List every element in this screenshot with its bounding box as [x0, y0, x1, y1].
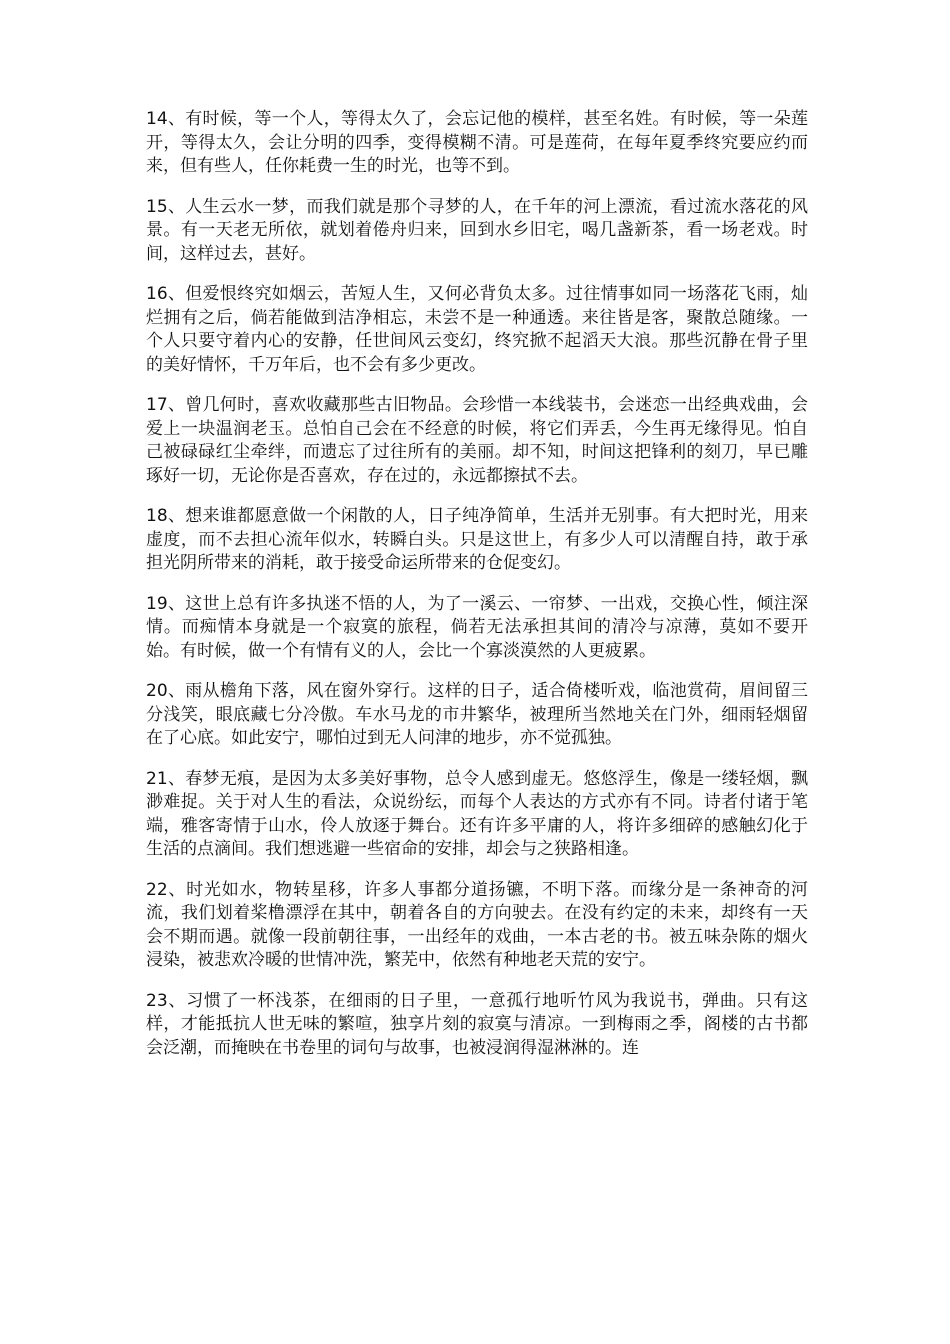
paragraph-text: 、曾几何时，喜欢收藏那些古旧物品。会珍惜一本线装书，会迷恋一出经典戏曲，会爱上一块温润老玉。总怕自己会在不经意的时候，将它们弄丢，今生再无缘得见。怕自己被碌碌红尘牵绊，而遗忘了过往所有的美丽。却不知，时间这把锋利的刻刀，早已雕琢好一切，无论你是否喜欢，存在过的，永远都擦拭不去。 [146, 395, 808, 486]
paragraph-text: 、但爱恨终究如烟云，苦短人生，又何必背负太多。过往情事如同一场落花飞雨，灿烂拥有之后，倘若能做到洁净相忘，未尝不是一种通透。来往皆是客，聚散总随缘。一个人只要守着内心的安静，任世间风云变幻，终究掀不起滔天大浪。那些沉静在骨子里的美好情怀，千万年后，也不会有多少更改。 [146, 284, 808, 375]
quote-paragraph-16 [146, 283, 808, 377]
quote-paragraph-17 [146, 394, 808, 488]
paragraph-number: 22 [146, 879, 168, 900]
paragraph-text: 、想来谁都愿意做一个闲散的人，日子纯净简单，生活并无别事。有大把时光，用来虚度，而不去担心流年似水，转瞬白头。只是这世上，有多少人可以清醒自持，敢于承担光阴所带来的消耗，敢于接受命运所带来的仓促变幻。 [146, 506, 808, 573]
paragraph-text: 、习惯了一杯浅茶，在细雨的日子里，一意孤行地听竹风为我说书，弹曲。只有这样，才能抵抗人世无味的繁喧，独享片刻的寂寞与清凉。一到梅雨之季，阁楼的古书都会泛潮，而掩映在书卷里的词句与故事，也被浸润得湿淋淋的。连 [146, 990, 808, 1058]
quote-paragraph-23 [146, 990, 808, 1061]
paragraph-number: 19 [146, 593, 168, 614]
quote-paragraph-22 [146, 879, 808, 973]
paragraph-number: 23 [146, 990, 168, 1011]
paragraph-text: 、雨从檐角下落，风在窗外穿行。这样的日子，适合倚楼听戏，临池赏荷，眉间留三分浅笑，眼底藏七分冷傲。车水马龙的市井繁华，被理所当然地关在门外，细雨轻烟留在了心底。如此安宁，哪怕过到无人问津的地步，亦不觉孤独。 [146, 681, 808, 748]
quote-paragraph-21 [146, 768, 808, 862]
paragraph-number: 15 [146, 196, 168, 217]
quote-paragraph-20 [146, 680, 808, 751]
paragraph-text: 、这世上总有许多执迷不悟的人，为了一溪云、一帘梦、一出戏，交换心性，倾注深情。而痴情本身就是一个寂寞的旅程，倘若无法承担其间的清冷与凉薄，莫如不要开始。有时候，做一个有情有义的人，会比一个寡淡漠然的人更疲累。 [146, 593, 808, 661]
paragraph-number: 21 [146, 768, 168, 789]
paragraph-number: 18 [146, 506, 168, 526]
paragraph-number: 16 [146, 284, 168, 304]
paragraph-text: 、人生云水一梦，而我们就是那个寻梦的人，在千年的河上漂流，看过流水落花的风景。有一天老无所依，就划着倦舟归来，回到水乡旧宅，喝几盏新茶，看一场老戏。时间，这样过去，甚好。 [146, 196, 808, 264]
quote-paragraph-18 [146, 505, 808, 576]
paragraph-text: 、春梦无痕，是因为太多美好事物，总令人感到虚无。悠悠浮生，像是一缕轻烟，飘渺难捉。关于对人生的看法，众说纷纭，而每个人表达的方式亦有不同。诗者付诸于笔端，雅客寄情于山水，伶人放逐于舞台。还有许多平庸的人，将许多细碎的感触幻化于生活的点滴间。我们想逃避一些宿命的安排，却会与之狭路相逢。 [146, 768, 808, 859]
paragraph-number: 20 [146, 681, 168, 701]
quote-paragraph-14 [146, 108, 808, 179]
paragraph-number: 14 [146, 109, 168, 129]
paragraph-number: 17 [146, 395, 168, 415]
quote-paragraph-19 [146, 593, 808, 664]
paragraph-text: 、时光如水，物转星移，许多人事都分道扬镳，不明下落。而缘分是一条神奇的河流，我们划着桨橹漂浮在其中，朝着各自的方向驶去。在没有约定的未来，却终有一天会不期而遇。就像一段前朝往事，一出经年的戏曲，一本古老的书。被五味杂陈的烟火浸染，被悲欢冷暖的世情冲洗，繁芜中，依然有种地老天荒的安宁。 [146, 879, 808, 970]
quote-paragraph-15 [146, 196, 808, 267]
paragraph-text: 、有时候，等一个人，等得太久了，会忘记他的模样，甚至名姓。有时候，等一朵莲开，等得太久，会让分明的四季，变得模糊不清。可是莲荷，在每年夏季终究要应约而来，但有些人，任你耗费一生的时光，也等不到。 [146, 109, 808, 176]
document-body [146, 108, 808, 1060]
